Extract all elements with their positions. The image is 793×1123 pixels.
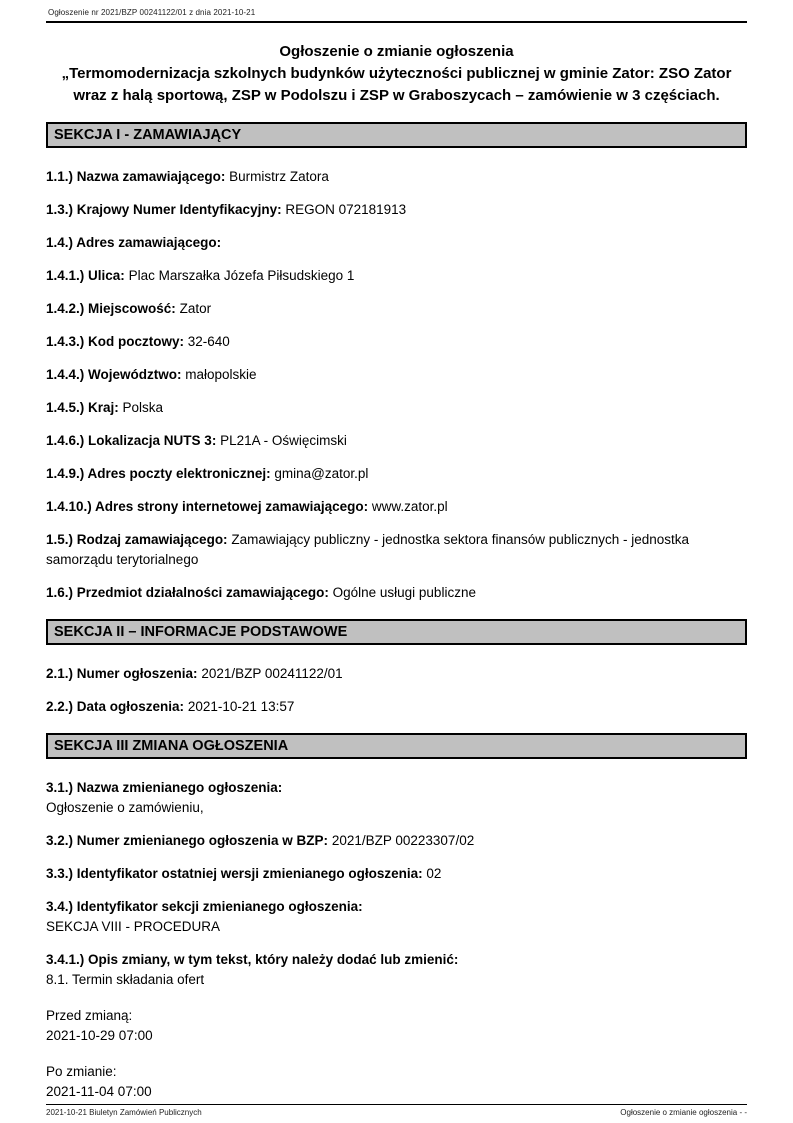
field-2-1 bbox=[46, 664, 747, 684]
field-value: 02 bbox=[426, 866, 442, 882]
field-value: Ogólne usługi publiczne bbox=[332, 585, 476, 601]
field-1-4-1 bbox=[46, 266, 747, 286]
field-label: 3.3.) Identyfikator ostatniej wersji zmienianego ogłoszenia: bbox=[46, 866, 423, 882]
field-value: Zator bbox=[179, 301, 212, 317]
field-value-website: www.zator.pl bbox=[371, 499, 448, 515]
document-title bbox=[46, 41, 747, 106]
field-2-2 bbox=[46, 697, 747, 717]
field-1-3 bbox=[46, 200, 747, 220]
field-value: Polska bbox=[122, 400, 164, 416]
field-value: Plac Marszałka Józefa Piłsudskiego 1 bbox=[128, 268, 355, 284]
field-label: 1.6.) Przedmiot działalności zamawiającego: bbox=[46, 585, 329, 601]
field-label: 3.4.) Identyfikator sekcji zmienianego ogłoszenia: bbox=[46, 899, 363, 915]
field-value: PL21A - Oświęcimski bbox=[220, 433, 347, 449]
field-1-4-5 bbox=[46, 398, 747, 418]
field-value: SEKCJA VIII - PROCEDURA bbox=[46, 919, 221, 935]
field-3-3 bbox=[46, 864, 747, 884]
section-header-1: SEKCJA I - ZAMAWIAJĄCY bbox=[46, 122, 747, 148]
footer-left: 2021-10-21 Biuletyn Zamówień Publicznych bbox=[46, 1108, 202, 1117]
field-value: małopolskie bbox=[185, 367, 257, 383]
field-value: Zamawiający publiczny - jednostka sektora finansów publicznych - jednostka samorządu terytorialnego bbox=[46, 532, 690, 568]
field-1-6 bbox=[46, 583, 747, 603]
change-before-block bbox=[46, 1006, 747, 1046]
section-header-3: SEKCJA III ZMIANA OGŁOSZENIA bbox=[46, 733, 747, 759]
field-1-4-9 bbox=[46, 464, 747, 484]
field-1-4-6 bbox=[46, 431, 747, 451]
field-label: 2.2.) Data ogłoszenia: bbox=[46, 699, 185, 715]
field-value-email: gmina@zator.pl bbox=[274, 466, 369, 482]
title-line-1: Ogłoszenie o zmianie ogłoszenia bbox=[279, 43, 514, 60]
change-after-block bbox=[46, 1062, 747, 1102]
field-label: 1.4.10.) Adres strony internetowej zamawiającego: bbox=[46, 499, 369, 515]
field-label: 1.4.1.) Ulica: bbox=[46, 268, 125, 284]
footer-right: Ogłoszenie o zmianie ogłoszenia - - bbox=[620, 1108, 747, 1117]
field-label: 1.1.) Nazwa zamawiającego: bbox=[46, 169, 226, 185]
field-3-4-1 bbox=[46, 950, 747, 990]
field-label: 1.3.) Krajowy Numer Identyfikacyjny: bbox=[46, 202, 282, 218]
header-rule bbox=[46, 21, 747, 23]
field-3-2 bbox=[46, 831, 747, 851]
field-label: 1.4.2.) Miejscowość: bbox=[46, 301, 176, 317]
title-line-2: „Termomodernizacja szkolnych budynków użyteczności publicznej w gminie Zator: ZSO Zator wraz z halą sportową, ZSP w Podolszu i ZSP w Graboszycach – zamówienie w 3 częściach. bbox=[61, 64, 732, 104]
field-label: 1.4.3.) Kod pocztowy: bbox=[46, 334, 185, 350]
field-value: REGON 072181913 bbox=[285, 202, 407, 218]
field-value: 2021/BZP 00223307/02 bbox=[331, 833, 475, 849]
change-before-value: 2021-10-29 07:00 bbox=[46, 1028, 153, 1044]
field-3-1 bbox=[46, 778, 747, 818]
section-header-2: SEKCJA II – INFORMACJE PODSTAWOWE bbox=[46, 619, 747, 645]
field-label: 1.5.) Rodzaj zamawiającego: bbox=[46, 532, 228, 548]
field-1-1 bbox=[46, 167, 747, 187]
field-1-4-4 bbox=[46, 365, 747, 385]
field-label: 2.1.) Numer ogłoszenia: bbox=[46, 666, 198, 682]
field-label: 1.4.9.) Adres poczty elektronicznej: bbox=[46, 466, 271, 482]
field-1-4 bbox=[46, 233, 747, 253]
field-label: 3.1.) Nazwa zmienianego ogłoszenia: bbox=[46, 780, 283, 796]
field-value: 8.1. Termin składania ofert bbox=[46, 972, 205, 988]
field-label: 1.4.5.) Kraj: bbox=[46, 400, 119, 416]
field-1-4-2 bbox=[46, 299, 747, 319]
field-value: 32-640 bbox=[187, 334, 230, 350]
field-value: Ogłoszenie o zamówieniu, bbox=[46, 800, 204, 816]
page-footer bbox=[46, 1104, 747, 1117]
field-label: 3.2.) Numer zmienianego ogłoszenia w BZP: bbox=[46, 833, 329, 849]
field-label: 1.4.) Adres zamawiającego: bbox=[46, 235, 222, 251]
field-value: 2021-10-21 13:57 bbox=[187, 699, 295, 715]
field-value: 2021/BZP 00241122/01 bbox=[201, 666, 343, 682]
field-3-4 bbox=[46, 897, 747, 937]
change-before-label: Przed zmianą: bbox=[46, 1008, 133, 1024]
field-1-4-10 bbox=[46, 497, 747, 517]
field-1-4-3 bbox=[46, 332, 747, 352]
field-label: 1.4.6.) Lokalizacja NUTS 3: bbox=[46, 433, 217, 449]
page-header-note: Ogłoszenie nr 2021/BZP 00241122/01 z dnia 2021-10-21 bbox=[48, 8, 256, 17]
change-after-label: Po zmianie: bbox=[46, 1064, 117, 1080]
field-label: 1.4.4.) Województwo: bbox=[46, 367, 182, 383]
field-1-5 bbox=[46, 530, 747, 570]
field-value: Burmistrz Zatora bbox=[229, 169, 329, 185]
change-after-value: 2021-11-04 07:00 bbox=[46, 1084, 152, 1100]
field-label: 3.4.1.) Opis zmiany, w tym tekst, który należy dodać lub zmienić: bbox=[46, 952, 459, 968]
